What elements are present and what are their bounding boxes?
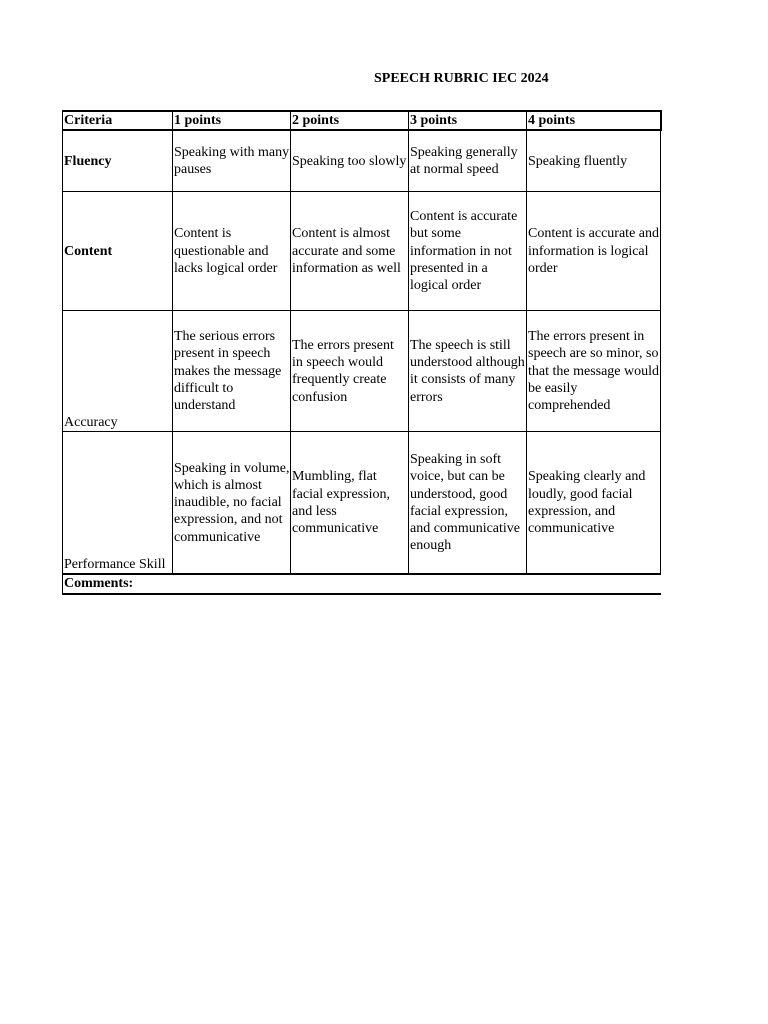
table-row-content <box>63 192 661 311</box>
criterion-fluency: Fluency <box>63 130 173 192</box>
page-title: SPEECH RUBRIC IEC 2024 <box>374 71 549 86</box>
table-cell: The serious errors present in speech makes the message difficult to understand <box>173 311 291 432</box>
table-cell: Content is accurate and information is logical order <box>527 192 661 311</box>
header-1-points: 1 points <box>173 111 291 130</box>
table-cell: The errors present in speech are so minor, so that the message would be easily comprehended <box>527 311 661 432</box>
table-cell: Speaking fluently <box>527 130 661 192</box>
table-cell: Mumbling, flat facial expression, and less communicative <box>291 432 409 575</box>
table-cell: The errors present in speech would frequently create confusion <box>291 311 409 432</box>
table-row-fluency <box>63 130 661 192</box>
comments-row <box>63 574 661 593</box>
header-2-points: 2 points <box>291 111 409 130</box>
table-row-performance-skill <box>63 432 661 575</box>
table-cell: Speaking too slowly <box>291 130 409 192</box>
table-cell: Speaking in soft voice, but can be understood, good facial expression, and communicative enough <box>409 432 527 575</box>
table-cell: Speaking with many pauses <box>173 130 291 192</box>
table-cell: Content is almost accurate and some information as well <box>291 192 409 311</box>
header-3-points: 3 points <box>409 111 527 130</box>
table-cell: Content is questionable and lacks logical order <box>173 192 291 311</box>
rubric-table <box>62 110 662 595</box>
table-header-row <box>63 111 661 130</box>
criterion-content: Content <box>63 192 173 311</box>
table-cell: Speaking generally at normal speed <box>409 130 527 192</box>
table-cell: Content is accurate but some information in not presented in a logical order <box>409 192 527 311</box>
table-cell: Speaking clearly and loudly, good facial expression, and communicative <box>527 432 661 575</box>
criterion-accuracy: Accuracy <box>63 311 173 432</box>
header-4-points: 4 points <box>527 111 661 130</box>
table-row-accuracy <box>63 311 661 432</box>
comments-label: Comments: <box>63 574 661 593</box>
table-cell: The speech is still understood although it consists of many errors <box>409 311 527 432</box>
table-cell: Speaking in volume, which is almost inaudible, no facial expression, and not communicative <box>173 432 291 575</box>
criterion-performance-skill: Performance Skill <box>63 432 173 575</box>
header-criteria: Criteria <box>63 111 173 130</box>
